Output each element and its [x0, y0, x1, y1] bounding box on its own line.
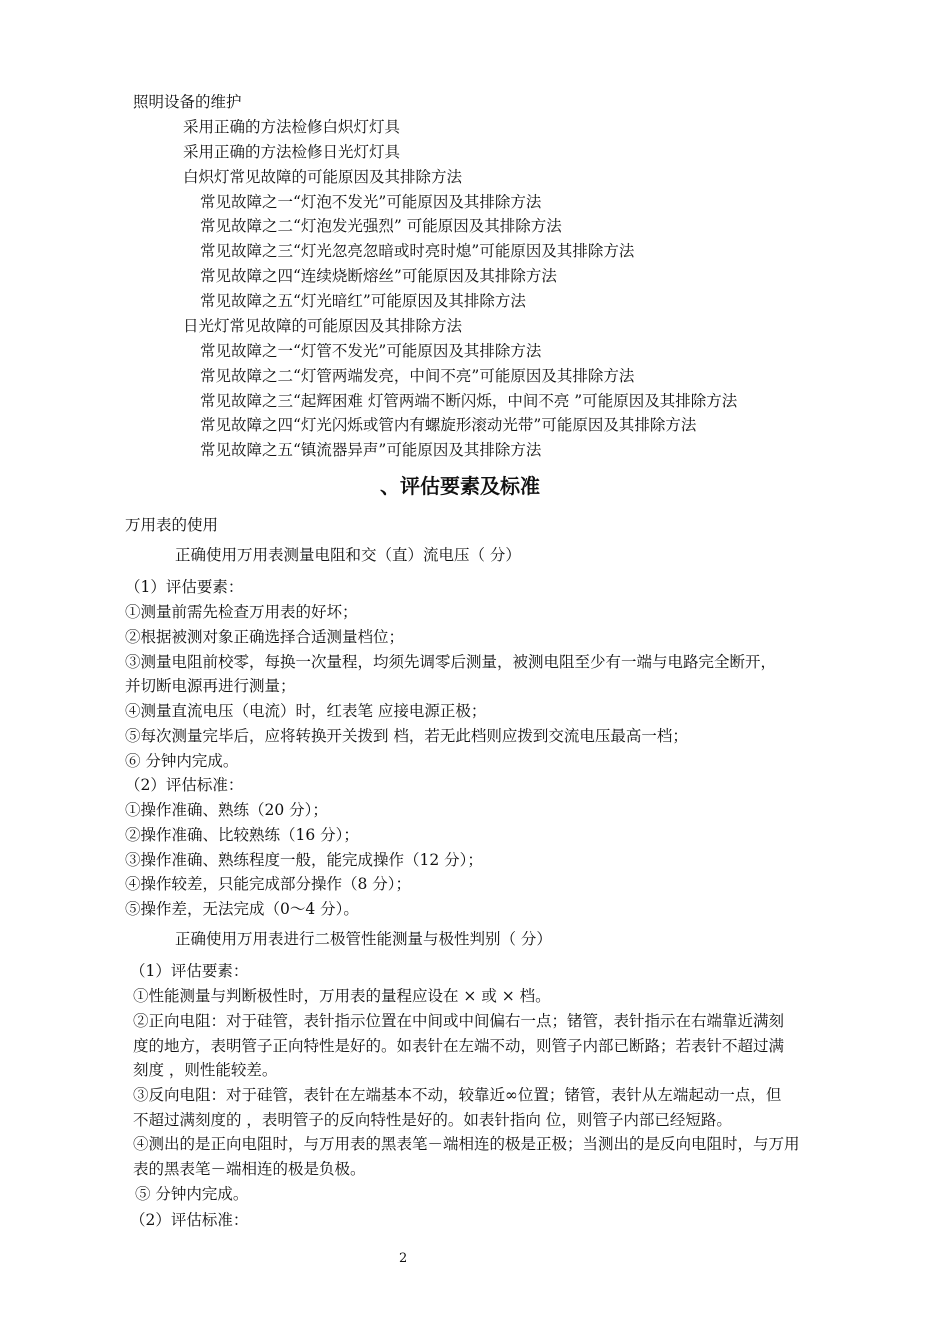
body-line: ①操作准确、熟练（20 分）；: [125, 801, 328, 819]
toc-line: 常见故障之二“灯管两端发亮，中间不亮”可能原因及其排除方法: [200, 367, 635, 385]
body-line: ⑥ 分钟内完成。: [125, 752, 239, 770]
body-line: 不超过满刻度的 ，表明管子的反向特性是好的。如表针指向 位，则管子内部已经短路。: [133, 1111, 732, 1129]
body-line: 并切断电源再进行测量；: [125, 677, 296, 695]
body-line: （2）评估标准：: [125, 776, 244, 794]
toc-line: 日光灯常见故障的可能原因及其排除方法: [183, 317, 463, 335]
toc-line: 常见故障之四“灯光闪烁或管内有螺旋形滚动光带”可能原因及其排除方法: [200, 416, 697, 434]
toc-line: 常见故障之五“灯光暗红”可能原因及其排除方法: [200, 292, 526, 310]
body-line: ③反向电阻：对于硅管，表针在左端基本不动，较靠近∞位置；锗管，表针从左端起动一点，但: [133, 1086, 782, 1104]
toc-line: 常见故障之三“灯光忽亮忽暗或时亮时熄”可能原因及其排除方法: [200, 242, 635, 260]
page-number: 2: [399, 1251, 408, 1266]
body-line: ④测量直流电压（电流）时，红表笔 应接电源正极；: [125, 702, 487, 720]
toc-line: 采用正确的方法检修白炽灯灯具: [183, 118, 401, 136]
body-line: ④测出的是正向电阻时，与万用表的黑表笔－端相连的极是正极；当测出的是反向电阻时，与万用: [133, 1135, 800, 1153]
body-line: ③操作准确、熟练程度一般，能完成操作（12 分）；: [125, 851, 483, 869]
toc-line: 常见故障之三“起辉困难 灯管两端不断闪烁，中间不亮 ”可能原因及其排除方法: [200, 392, 738, 410]
body-line: ②根据被测对象正确选择合适测量档位；: [125, 628, 405, 646]
body-line: ①性能测量与判断极性时，万用表的量程应设在 × 或 × 档。: [133, 987, 551, 1005]
body-line: ⑤每次测量完毕后，应将转换开关拨到 档，若无此档则应拨到交流电压最高一档；: [125, 727, 688, 745]
toc-line: 白炽灯常见故障的可能原因及其排除方法: [183, 168, 463, 186]
subsection-title: 万用表的使用: [125, 516, 219, 534]
toc-line: 常见故障之一“灯管不发光”可能原因及其排除方法: [200, 342, 542, 360]
toc-line: 常见故障之一“灯泡不发光”可能原因及其排除方法: [200, 193, 542, 211]
toc-line: 照明设备的维护: [133, 93, 242, 111]
toc-line: 常见故障之五“镇流器异声”可能原因及其排除方法: [200, 441, 542, 459]
body-line: ①测量前需先检查万用表的好坏；: [125, 603, 358, 621]
item-title: 正确使用万用表进行二极管性能测量与极性判别（ 分）: [175, 930, 552, 948]
toc-line: 采用正确的方法检修日光灯灯具: [183, 143, 401, 161]
body-line: ②正向电阻：对于硅管，表针指示位置在中间或中间偏右一点；锗管，表针指示在右端靠近满刻: [133, 1012, 785, 1030]
body-line: 刻度 ，则性能较差。: [133, 1061, 278, 1079]
section-heading: 、评估要素及标准: [380, 474, 540, 498]
body-line: （1）评估要素：: [125, 578, 244, 596]
toc-line: 常见故障之四“连续烧断熔丝”可能原因及其排除方法: [200, 267, 557, 285]
body-line: ⑤ 分钟内完成。: [135, 1185, 249, 1203]
body-line: ②操作准确、比较熟练（16 分）；: [125, 826, 359, 844]
toc-line: 常见故障之二“灯泡发光强烈” 可能原因及其排除方法: [200, 217, 562, 235]
body-line: ⑤操作差，无法完成（0～4 分）。: [125, 900, 359, 918]
item-title: 正确使用万用表测量电阻和交（直）流电压（ 分）: [175, 546, 521, 564]
body-line: 度的地方，表明管子正向特性是好的。如表针在左端不动，则管子内部已断路；若表针不超过满: [133, 1037, 785, 1055]
body-line: 表的黑表笔－端相连的极是负极。: [133, 1160, 366, 1178]
body-line: （2）评估标准：: [130, 1211, 249, 1229]
body-line: （1）评估要素：: [130, 962, 249, 980]
body-line: ③测量电阻前校零，每换一次量程，均须先调零后测量，被测电阻至少有一端与电路完全断开，: [125, 653, 777, 671]
body-line: ④操作较差，只能完成部分操作（8 分）；: [125, 875, 412, 893]
